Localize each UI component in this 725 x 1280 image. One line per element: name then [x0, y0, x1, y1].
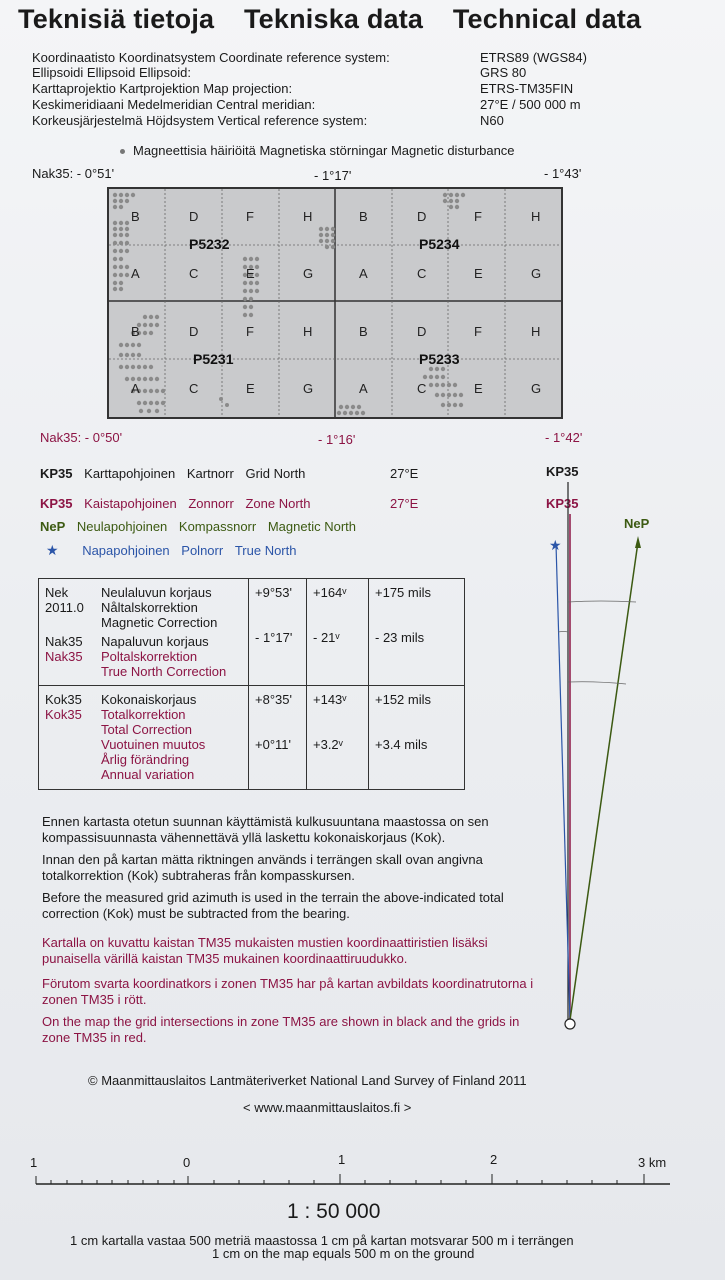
table-cell [369, 579, 465, 686]
diagram-nep: NeP [624, 516, 650, 531]
code-label: Nek [45, 585, 69, 600]
star-icon: ★ [46, 542, 59, 558]
row-label-sv: Poltalskorrektion [101, 649, 198, 664]
diagram-kp35-black: KP35 [546, 464, 579, 479]
table-cell [249, 579, 307, 686]
cell-label: F [246, 324, 254, 339]
north-en: Magnetic North [267, 519, 356, 534]
value-mils: +152 mils [375, 692, 431, 707]
north-grid-value: 27°E [390, 466, 419, 481]
north-true [46, 542, 296, 559]
value-mils: - 23 mils [375, 630, 425, 645]
magnetic-legend [120, 143, 515, 158]
diagram-kp35-red: KP35 [546, 496, 579, 511]
row-label-en: True North Correction [101, 664, 227, 679]
table-row [39, 579, 465, 686]
cell-label: A [131, 381, 140, 396]
code-label: 2011.0 [45, 600, 84, 615]
declination-diagram [540, 482, 660, 1032]
paragraph-en: Before the measured grid azimuth is used in the terrain the above-indicated total correction (Kok) must be subtracted from the bearing. [42, 890, 504, 921]
table-cell [307, 579, 369, 686]
scale-label: 1 [30, 1155, 38, 1170]
cell-label: G [531, 381, 542, 396]
row-label-fi: Kokonaiskorjaus [101, 692, 197, 707]
cell-label: D [189, 324, 199, 339]
row-label-en: Magnetic Correction [101, 615, 218, 630]
cell-label: C [417, 381, 427, 396]
cell-label: A [131, 266, 140, 281]
value-mils: +175 mils [375, 585, 431, 600]
value-v: +164ᵛ [313, 585, 347, 600]
cell-label: F [474, 209, 482, 224]
row-label-sv: Nåltalskorrektion [101, 600, 198, 615]
value-v: +3.2ᵛ [313, 737, 343, 752]
copyright: © Maanmittauslaitos Lantmäteriverket National Land Survey of Finland 2011 [88, 1073, 527, 1088]
cell-label: G [303, 266, 314, 281]
tech-label-projection: Karttaprojektio Kartprojektion Map projection: [32, 81, 293, 96]
sheet-index-map [107, 187, 563, 419]
correction-table [38, 578, 465, 790]
north-fi: Napapohjoinen [82, 543, 170, 558]
north-code: KP35 [40, 466, 73, 481]
cell-label: E [474, 381, 483, 396]
cell-label: G [531, 266, 542, 281]
title-sv: Tekniska data [243, 4, 424, 34]
paragraph-red-en: On the map the grid intersections in zone TM35 are shown in black and the grids in zone TM35 in red. [42, 1014, 520, 1045]
north-grid [40, 466, 305, 481]
index-top-right: - 1°43' [544, 166, 582, 181]
tech-label-meridian: Keskimeridiaani Medelmeridian Central meridian: [32, 97, 316, 112]
index-top-left: Nak35: - 0°51' [32, 166, 115, 181]
index-bottom-right: - 1°42' [545, 430, 583, 445]
table-cell [39, 686, 249, 790]
cell-label: E [246, 381, 255, 396]
north-sv: Kartnorr [186, 466, 234, 481]
north-fi: Karttapohjoinen [84, 466, 176, 481]
row-label-fi: Neulaluvun korjaus [101, 585, 212, 600]
code-label: Kok35 [45, 707, 82, 722]
scale-label: 2 [490, 1152, 498, 1167]
index-bottom-left: Nak35: - 0°50' [40, 430, 123, 445]
tech-label-ellipsoid: Ellipsoidi Ellipsoid Ellipsoid: [32, 65, 191, 80]
table-row [39, 686, 465, 790]
title-fi: Teknisiä tietoja [18, 4, 215, 34]
cell-label: A [359, 381, 368, 396]
disturbance-dots [113, 193, 465, 415]
north-fi: Neulapohjoinen [76, 519, 168, 534]
row-label-en: Annual variation [101, 767, 195, 782]
cell-label: B [131, 209, 140, 224]
code-label: Nak35 [45, 649, 83, 664]
north-fi: Kaistapohjoinen [84, 496, 177, 511]
tech-label-crs: Koordinaatisto Koordinatsystem Coordinate reference system: [32, 50, 390, 65]
cell-label: H [531, 324, 541, 339]
value-deg: +0°11' [255, 737, 291, 752]
cell-label: D [189, 209, 199, 224]
sheet-id-p5232: P5232 [189, 236, 230, 252]
index-top-mid: - 1°17' [314, 168, 352, 183]
row-label-en: Total Correction [101, 722, 193, 737]
scale-note-en: 1 cm on the map equals 500 m on the ground [212, 1246, 475, 1261]
tech-value-vertical: N60 [480, 113, 504, 128]
value-deg: +8°35' [255, 692, 292, 707]
table-cell [39, 579, 249, 686]
page-title [18, 4, 663, 35]
sheet-grid-lines [109, 189, 561, 417]
dot-icon [120, 149, 125, 154]
scale-note-fi-sv: 1 cm kartalla vastaa 500 metriä maastossa 1 cm på kartan motsvarar 500 m i terrängen [70, 1233, 574, 1248]
cell-label: D [417, 209, 427, 224]
cell-label: E [474, 266, 483, 281]
cell-label: F [474, 324, 482, 339]
row-label-fi: Napaluvun korjaus [101, 634, 209, 649]
paragraph-red-fi: Kartalla on kuvattu kaistan TM35 mukaisten mustien koordinaattiristien lisäksi punaisella värillä kaistan TM35 mukainen koordinaattiruudukko. [42, 935, 488, 966]
tech-value-projection: ETRS-TM35FIN [480, 81, 574, 96]
value-deg: +9°53' [255, 585, 292, 600]
scale-label: 1 [338, 1152, 346, 1167]
north-sv: Polnorr [181, 543, 224, 558]
sheet-id-p5234: P5234 [419, 236, 460, 252]
tech-label-vertical: Korkeusjärjestelmä Höjdsystem Vertical reference system: [32, 113, 368, 128]
value-v: - 21ᵛ [313, 630, 340, 645]
value-v: +143ᵛ [313, 692, 347, 707]
table-cell [249, 686, 307, 790]
svg-text:★: ★ [549, 537, 562, 553]
cell-label: B [359, 324, 368, 339]
value-deg: - 1°17' [255, 630, 293, 645]
north-sv: Kompassnorr [178, 519, 257, 534]
cell-label: C [189, 381, 199, 396]
north-en: Grid North [245, 466, 306, 481]
table-cell [369, 686, 465, 790]
paragraph-sv: Innan den på kartan mätta riktningen används i terrängen skall ovan angivna totalkorrektion (Kok) subtraheras från kompasskursen. [42, 852, 483, 883]
sheet-id-p5233: P5233 [419, 351, 460, 367]
code-label: Kok35 [45, 692, 82, 707]
cell-label: B [359, 209, 368, 224]
cell-label: H [303, 209, 313, 224]
scale-ratio: 1 : 50 000 [287, 1200, 381, 1223]
row-label-fi: Vuotuinen muutos [101, 737, 206, 752]
north-code: KP35 [40, 496, 73, 511]
sheet-id-p5231: P5231 [193, 351, 234, 367]
code-label: Nak35 [45, 634, 83, 649]
north-en: Zone North [245, 496, 311, 511]
paragraph-fi: Ennen kartasta otetun suunnan käyttämistä kulkusuuntana maastossa on sen kompassisuunnasta vähennettävä yllä laskettu kokonaiskorjaus (Kok). [42, 814, 489, 845]
tech-value-ellipsoid: GRS 80 [480, 65, 527, 80]
title-en: Technical data [452, 4, 642, 34]
index-bottom-mid: - 1°16' [318, 432, 356, 447]
north-en: True North [234, 543, 297, 558]
row-label-sv: Årlig förändring [101, 752, 190, 767]
magnetic-legend-text: Magneettisia häiriöitä Magnetiska störningar Magnetic disturbance [133, 143, 515, 158]
table-cell [307, 686, 369, 790]
cell-label: D [417, 324, 427, 339]
paragraph-red-sv: Förutom svarta koordinatkors i zonen TM35 har på kartan avbildats koordinatrutorna i zonen TM35 i rött. [42, 976, 534, 1007]
north-zone-value: 27°E [390, 496, 419, 511]
row-label-sv: Totalkorrektion [101, 707, 186, 722]
tech-value-meridian: 27°E / 500 000 m [480, 97, 581, 112]
website-link[interactable]: < www.maanmittauslaitos.fi > [243, 1100, 412, 1115]
cell-label: E [246, 266, 255, 281]
north-sv: Zonnorr [188, 496, 234, 511]
cell-label: G [303, 381, 314, 396]
cell-label: A [359, 266, 368, 281]
north-code: NeP [40, 519, 66, 534]
scale-bar [30, 1170, 670, 1192]
cell-label: C [189, 266, 199, 281]
north-zone [40, 496, 311, 511]
scale-label: 3 km [638, 1155, 667, 1170]
north-magnetic [40, 519, 356, 534]
tech-value-crs: ETRS89 (WGS84) [480, 50, 587, 65]
value-mils: +3.4 mils [375, 737, 428, 752]
cell-label: F [246, 209, 254, 224]
cell-label: H [531, 209, 541, 224]
scale-label: 0 [183, 1155, 191, 1170]
cell-label: H [303, 324, 313, 339]
cell-label: B [131, 324, 140, 339]
cell-label: C [417, 266, 427, 281]
